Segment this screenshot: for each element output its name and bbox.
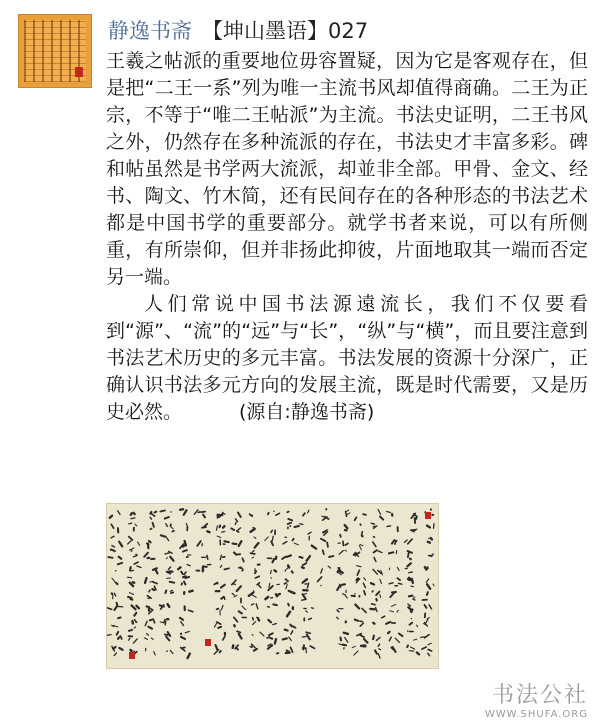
brush-character [390, 604, 399, 612]
red-seal-icon [75, 67, 83, 77]
post-title: 【坤山墨语】027 [202, 19, 369, 43]
brush-character [337, 584, 345, 590]
brush-character [373, 636, 380, 641]
brush-character [250, 514, 253, 516]
brush-character [404, 539, 412, 544]
brush-character [180, 509, 186, 515]
brush-character [286, 647, 293, 653]
brush-character [408, 578, 413, 587]
brush-character [239, 606, 246, 613]
brush-character [300, 524, 311, 534]
brush-character [302, 590, 308, 600]
brush-character [267, 633, 276, 643]
brush-character [352, 645, 365, 655]
brush-character [108, 550, 121, 559]
brush-character [425, 605, 432, 618]
brush-character [202, 524, 210, 532]
brush-character [389, 578, 402, 586]
brush-character [339, 550, 346, 554]
brush-character [232, 593, 241, 602]
brush-character [411, 513, 417, 523]
brush-character [251, 604, 257, 609]
brush-character [167, 651, 173, 654]
brush-character [373, 616, 385, 624]
brush-character [165, 632, 170, 640]
brush-character [130, 548, 138, 557]
brush-character [321, 539, 328, 547]
brush-character [130, 562, 141, 571]
brush-character [372, 591, 380, 601]
brush-character [217, 526, 225, 533]
brush-character [165, 551, 173, 560]
brush-character [345, 525, 348, 530]
brush-character [288, 523, 299, 529]
brush-character [408, 604, 413, 612]
red-seal-icon [129, 652, 135, 659]
paragraph-1: 王羲之帖派的重要地位毋容置疑，因为它是客观存在，但是把“二王一系”列为唯一主流书风却值得商确。二王为正宗，不等于“唯二王帖派”为主流。书法史证明，二王书风之外，仍然存在多种流派的存在，书法史才丰富多彩。碑和帖虽然是书学两大流派，却並非全部。甲骨、金文、经书、陶文、竹木简，还有民间存在的各种形态的书法艺术都是中国书学的重要部分。就学书者来说，可以有所侧重，有所崇仰，但并非扬此抑彼，片面地取其一端而否定另一端。 [106, 50, 588, 288]
brush-character [185, 607, 193, 612]
brush-character [405, 563, 412, 572]
brush-character [160, 619, 168, 625]
brush-character [282, 555, 291, 559]
brush-character [132, 605, 140, 615]
post-body [106, 48, 588, 426]
brush-character [422, 643, 432, 655]
brush-character [220, 565, 229, 569]
brush-character [220, 555, 225, 559]
brush-character [346, 510, 350, 516]
calligraphy-artwork-image[interactable] [106, 503, 439, 669]
brush-character [112, 618, 121, 627]
brush-character [304, 608, 314, 613]
brush-character [167, 567, 173, 573]
paragraph-2-text: 人们常说中国书法源遠流长，我们不仅要看到“源”、“流”的“远”与“长”，“纵”与“横”，而且要注意到书法艺术历史的多元丰富。书法发展的资源十分深广，正确认识书法多元方向的发展主流，既是时代需要，又是历史必然。 [106, 293, 588, 423]
brush-character [425, 567, 428, 570]
brush-character [375, 644, 381, 658]
brush-character [388, 632, 402, 643]
brush-character [407, 645, 419, 654]
brush-character [374, 550, 383, 561]
brush-character [408, 551, 412, 559]
brush-character [424, 618, 430, 627]
brush-character [387, 526, 398, 531]
brush-character [271, 570, 277, 574]
red-seal-icon [425, 512, 431, 519]
brush-character [217, 606, 223, 615]
brush-character [214, 645, 221, 654]
brush-character [255, 576, 260, 587]
brush-character [390, 592, 396, 597]
brush-character [160, 604, 170, 609]
brush-character [303, 645, 315, 653]
brush-character [183, 550, 191, 557]
brush-character [145, 578, 157, 590]
brush-character [309, 536, 316, 548]
brush-character [284, 579, 288, 589]
brush-character [371, 523, 377, 528]
brush-character [107, 632, 122, 639]
brush-character [202, 555, 208, 559]
brush-character [239, 567, 244, 571]
brush-character [150, 512, 156, 519]
brush-character [144, 634, 153, 640]
brush-character [268, 644, 279, 654]
brush-character [341, 633, 349, 643]
brush-character [146, 648, 156, 655]
brush-character [359, 536, 363, 550]
brush-character [214, 583, 225, 588]
brush-character [265, 594, 280, 599]
brush-character [150, 523, 154, 529]
brush-character [321, 566, 331, 573]
brush-character [251, 528, 256, 532]
brush-character [378, 509, 383, 519]
brush-character [223, 633, 225, 640]
brush-character [323, 530, 328, 535]
brush-character [165, 590, 173, 593]
brush-character [181, 648, 190, 659]
brush-character [427, 524, 434, 529]
brush-character [389, 567, 399, 570]
brush-character [182, 576, 190, 584]
brush-character [268, 604, 277, 607]
brush-character [322, 550, 333, 557]
brush-character [233, 541, 242, 546]
brush-character [111, 524, 118, 532]
brush-character [283, 537, 298, 545]
brush-character [421, 635, 430, 638]
brush-character [392, 647, 396, 652]
brush-character [110, 511, 120, 518]
brush-character [161, 535, 169, 540]
brush-character [355, 605, 366, 613]
source-note: (源自:静逸书斋) [239, 401, 375, 423]
brush-character [180, 541, 186, 548]
brush-character [338, 535, 348, 546]
brush-character [147, 589, 154, 598]
brush-character [216, 591, 225, 599]
brush-character [255, 565, 260, 574]
brush-character [166, 524, 174, 532]
watermark-url: WWW.SHUFA.ORG [484, 709, 588, 720]
post-header [108, 16, 368, 46]
brush-character [268, 511, 280, 515]
brush-character [302, 632, 310, 639]
brush-character [197, 541, 202, 546]
brush-character [322, 509, 329, 520]
brush-character [234, 553, 244, 562]
brush-character [354, 552, 360, 556]
brush-character [251, 551, 255, 559]
author-name[interactable]: 静逸书斋 [108, 19, 192, 43]
red-seal-icon [205, 639, 211, 646]
brush-character [252, 632, 264, 636]
brush-character [111, 536, 122, 547]
brush-character [370, 604, 377, 612]
brush-character [356, 578, 366, 588]
brush-character [217, 536, 229, 545]
brush-character [160, 511, 171, 519]
brush-character [409, 596, 415, 600]
brush-character [147, 606, 153, 613]
brush-character [283, 630, 293, 641]
brush-character [214, 622, 221, 628]
brush-character [343, 590, 348, 598]
brush-character [180, 618, 184, 626]
brush-character [194, 510, 205, 518]
brush-character [128, 593, 134, 600]
brush-character [132, 620, 136, 628]
brush-character [254, 537, 258, 548]
brush-character [357, 566, 361, 575]
brush-character [268, 620, 276, 625]
brush-character [268, 557, 277, 563]
brush-character [234, 617, 246, 626]
brush-character [112, 593, 116, 599]
brush-character [387, 511, 393, 515]
brush-character [285, 566, 293, 573]
brush-character [186, 523, 188, 530]
brush-character [167, 578, 174, 583]
brush-character [271, 530, 275, 534]
brush-character [232, 580, 241, 591]
brush-character [355, 514, 366, 520]
brush-character [337, 568, 342, 575]
brush-character [287, 604, 293, 617]
brush-character [303, 510, 309, 515]
brush-character [318, 577, 322, 586]
brush-character [337, 609, 343, 612]
brush-character [337, 617, 346, 622]
brush-character [352, 591, 366, 597]
brush-character [357, 634, 368, 643]
brush-character [290, 625, 295, 628]
brush-character [129, 523, 137, 531]
brush-character [197, 565, 211, 572]
brush-character [428, 538, 432, 543]
brush-character [145, 619, 154, 628]
paragraph-2 [106, 291, 588, 426]
brush-character [250, 644, 257, 651]
brush-character [233, 645, 238, 650]
brush-character [304, 618, 311, 621]
brush-character [253, 617, 260, 624]
brush-character [128, 630, 137, 643]
brush-character [386, 622, 395, 624]
brush-character [389, 551, 397, 554]
brush-character [300, 556, 311, 561]
brush-character [237, 631, 242, 638]
brush-character [249, 591, 257, 597]
brush-character [429, 554, 434, 556]
brush-character [392, 540, 397, 544]
brush-character [265, 536, 274, 545]
brush-character [231, 522, 240, 532]
brush-character [339, 644, 346, 649]
brush-character [184, 591, 193, 594]
brush-character [116, 563, 123, 571]
brush-character [112, 646, 123, 655]
brush-character [127, 577, 134, 586]
brush-character [153, 568, 158, 573]
brush-character [360, 524, 362, 535]
brush-character [410, 619, 418, 627]
site-watermark [485, 678, 588, 720]
author-avatar[interactable] [18, 14, 92, 88]
brush-character [426, 579, 434, 589]
calligraphy-artwork [107, 504, 438, 668]
brush-character [144, 553, 154, 560]
watermark-logo: 书法公社 [491, 683, 588, 708]
brush-character [289, 591, 295, 594]
brush-character [178, 565, 190, 575]
brush-character [131, 513, 135, 519]
brush-character [236, 513, 241, 522]
brush-character [302, 579, 308, 588]
brush-character [423, 592, 428, 600]
brush-character [268, 578, 279, 591]
brush-character [128, 537, 140, 546]
brush-character [218, 512, 226, 518]
brush-character [112, 578, 117, 584]
brush-character [371, 579, 382, 584]
brush-character [355, 620, 364, 627]
brush-character [408, 631, 417, 641]
brush-character [373, 537, 376, 547]
brush-character [373, 569, 383, 575]
brush-character [181, 631, 189, 639]
brush-character [411, 529, 417, 532]
brush-character [108, 603, 123, 610]
brush-character [302, 563, 307, 568]
brush-character [287, 512, 292, 521]
brush-character [147, 541, 151, 548]
